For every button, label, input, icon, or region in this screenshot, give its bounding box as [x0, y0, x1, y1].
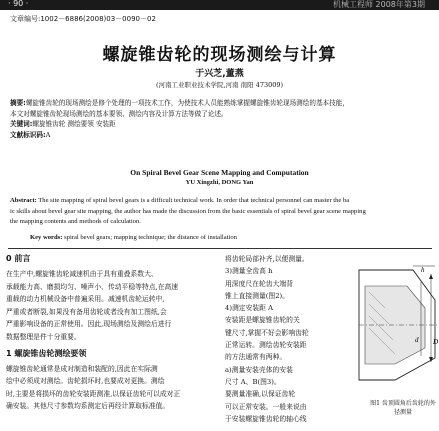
- journal-name: 机械工程师 2008年第3期: [333, 0, 425, 9]
- right-column: [225, 253, 360, 425]
- text-line: 要测量准确,以保证齿轮: [225, 390, 296, 399]
- affiliation: (河南工业职业技术学院,河南 南阳 473009): [155, 81, 284, 89]
- section-heading-0: 0 前言: [6, 254, 31, 263]
- abstract-en-line: [10, 196, 439, 207]
- doc-code-label: 文献标识码:: [10, 130, 46, 139]
- figure-caption: 图1 齿顶圆角后齿轮的外径测量: [370, 400, 436, 416]
- text-line: 数据整理是件十分重要。: [6, 332, 81, 341]
- abstract-en-label: Abstract:: [10, 197, 37, 204]
- text-line: 尺寸 A、B(图3)。: [225, 377, 281, 386]
- text-line: 在生产中,螺旋锥齿轮减速机由于具有重叠系数大、: [6, 270, 158, 278]
- abstract-en-line: ic skills about bevel gear site mapping, the author has made the discussion from the basic essentials of spiral bevel gear scene mapping: [10, 207, 366, 215]
- abstract-en-line: the mapping contents and methods of calculation.: [10, 218, 141, 225]
- keywords-english: [30, 234, 430, 241]
- section-heading-1: 1 螺旋锥齿轮测绘要领: [6, 348, 87, 358]
- text-line: 可以正常安装。一般来说由: [225, 402, 307, 411]
- keywords-en-label: Key words:: [30, 234, 63, 241]
- text-line: 螺旋锥齿轮通常是成对制造和装配的,因此在实际测: [6, 364, 158, 373]
- abstract-chinese: [10, 98, 432, 140]
- label-D: D: [433, 338, 439, 346]
- doc-code-text: A: [45, 130, 51, 139]
- section-1-paragraph: [6, 363, 216, 413]
- label-h: h: [421, 266, 425, 274]
- abstract-english: [10, 196, 439, 228]
- text-line: 承载能力高、磨损均匀、噪声小、传动平稳等特点,在高速: [6, 282, 179, 291]
- text-line: 于安装螺旋锥齿轮的轴心线: [225, 414, 307, 423]
- section-divider: [8, 248, 432, 249]
- left-column: [6, 253, 216, 413]
- journal-header-bar: [0, 0, 439, 10]
- text-line: 严重或者断裂,如果没有备用齿轮或者没有加工图纸,会: [6, 307, 167, 316]
- paper-title: 螺旋锥齿轮的现场测绘与计算: [102, 45, 337, 65]
- text-line: 时,主要是将损坏的齿轮安装距测准,以保证齿轮可以成对正: [6, 389, 181, 398]
- abstract-line: 本文对螺旋锥齿轮现场测绘的基本要领、测绘内容及计算方法等做了论述。: [10, 109, 228, 118]
- text-line: 3)测量全齿高 h: [225, 267, 273, 276]
- keywords-label: 关键词:: [10, 120, 33, 128]
- abstract-en-text: The site mapping of spiral bevel gears is a difficult technical work. In order that technical personnel can master the ba: [38, 197, 350, 204]
- keywords-text: 螺旋锥齿轮 测绘要领 安装距: [32, 120, 116, 128]
- page-number: · 90 ·: [8, 0, 29, 8]
- section-0-paragraph: [6, 268, 216, 344]
- text-line: 绘中必须成对测绘。齿轮损坏时,也要成对更换。测绘: [6, 377, 165, 386]
- abstract-line: [10, 98, 432, 109]
- keywords-line: [10, 119, 432, 130]
- abstract-text: 螺旋锥齿轮的现场测绘是修个处理的一项技术工作，为使技术人员能熟练掌握螺旋锥齿轮现场测绘的基本技能，: [25, 99, 349, 107]
- label-d: d: [415, 336, 419, 344]
- text-line: 重载的动力机械设备中普遍采用。减速机齿轮运转中,: [6, 295, 165, 304]
- text-line: 确安装。其他尺寸参数均系测定后再经计算取标准值。: [6, 402, 170, 411]
- text-line: 键尺寸,掌握不好会影响齿轮: [225, 328, 309, 337]
- text-line: 严重影响设备的正常使用。因此,现场测绘及测绘后进行: [6, 320, 172, 329]
- text-line: 的方法通常有两种。: [225, 353, 287, 362]
- text-line: 4)测定安装距 A: [225, 304, 274, 313]
- text-line: 正常运转。测绘齿轮安装距: [225, 341, 307, 350]
- text-line: 用深度尺在轮齿大端背: [225, 279, 293, 288]
- gear-measurement-figure: [355, 262, 439, 398]
- author-list: 于兴芝,董燕: [195, 69, 244, 79]
- text-line: a)测量安装壳体的安装: [225, 365, 293, 374]
- keywords-en-text: spiral bevel gears; mapping technique; the distance of installation: [64, 234, 237, 241]
- text-line: 将齿轮局部补齐,以便测量。: [225, 255, 309, 263]
- article-number: 文章编号:1002－6886(2008)03－0090－02: [10, 15, 156, 23]
- text-line: 安装距是螺旋锥齿轮的关: [225, 316, 300, 325]
- english-title: On Spiral Bevel Gear Scene Mapping and Computation: [130, 168, 309, 177]
- arrow-head: [429, 274, 433, 279]
- doc-code-line: [10, 130, 432, 141]
- text-line: 锥上直接测量(图2)。: [225, 291, 290, 300]
- english-authors: YU Xingzhi, DONG Yan: [185, 179, 254, 186]
- abstract-label: 摘要:: [10, 99, 26, 107]
